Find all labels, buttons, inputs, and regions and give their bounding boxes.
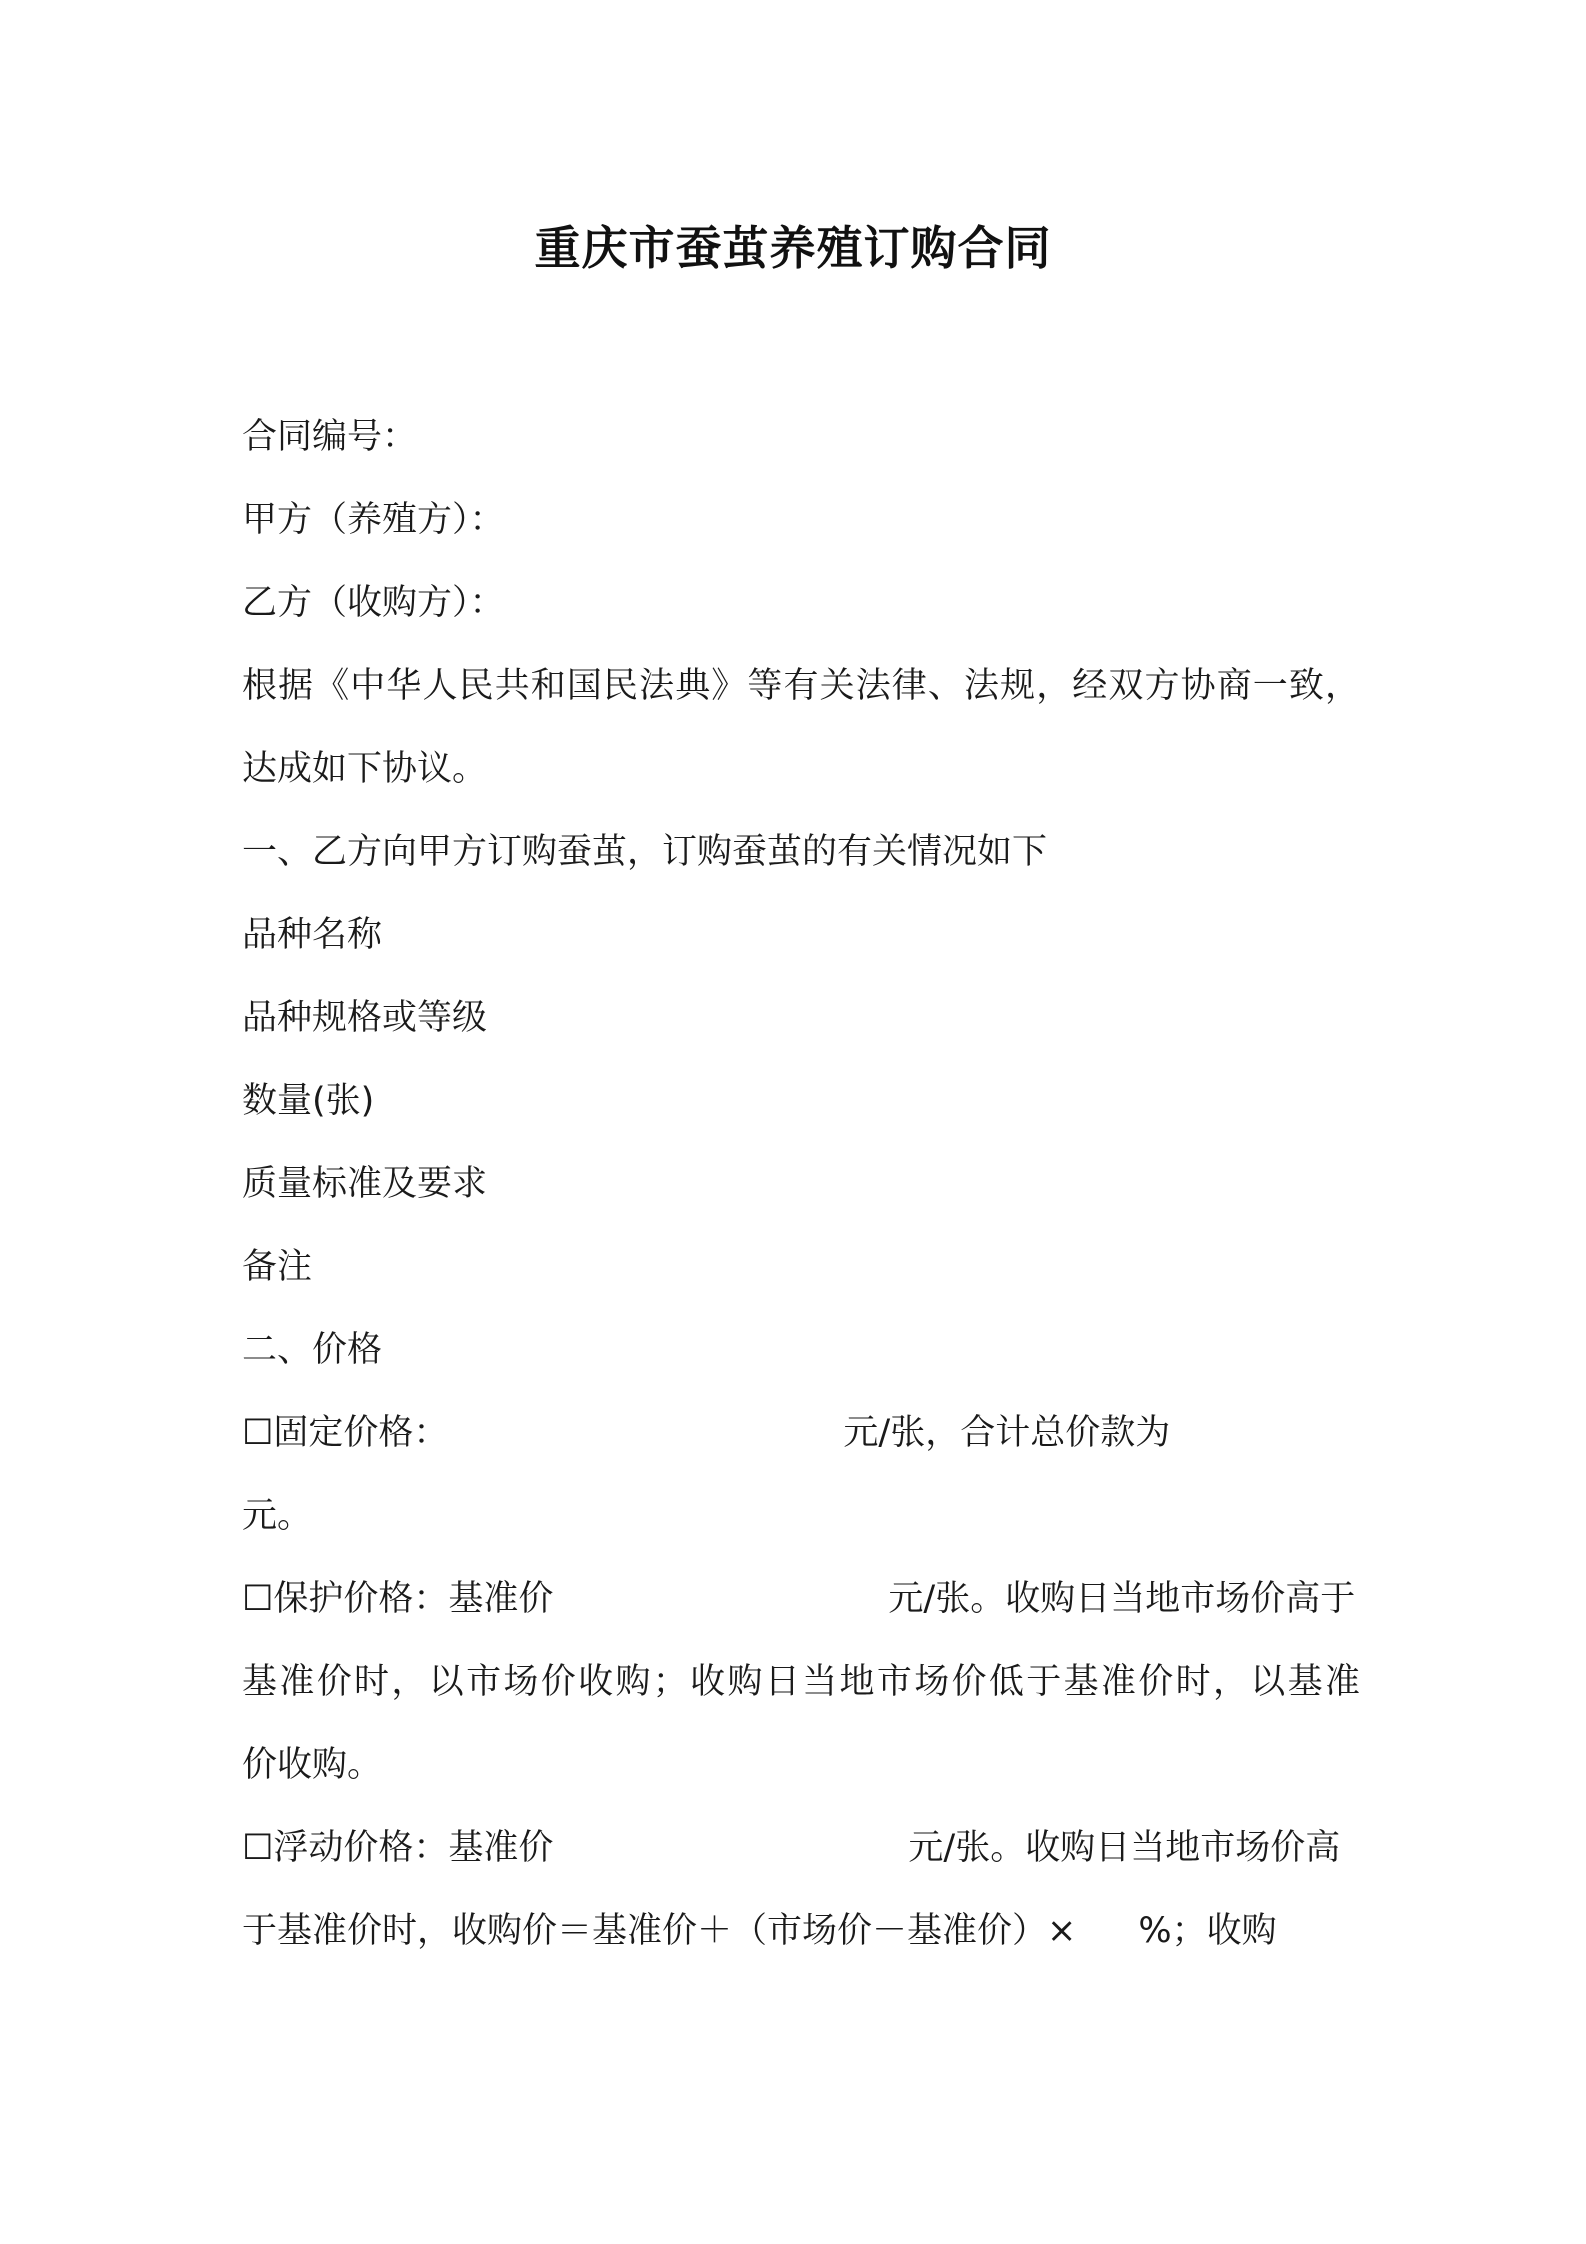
party-a-field: 甲方（养殖方）： [242, 500, 505, 540]
protected-price-label: 保护价格：基准价 [273, 1579, 554, 1619]
fixed-price-label: 固定价格： [273, 1413, 449, 1453]
floating-price-formula-end: %；收购 [1138, 1911, 1277, 1951]
fixed-price-end: 元。 [242, 1496, 313, 1536]
item-variety-spec: 品种规格或等级 [242, 998, 488, 1038]
floating-price-line-2 [242, 1909, 1277, 1953]
protected-price-line-3: 价收购。 [242, 1745, 383, 1785]
document-title: 重庆市蚕茧养殖订购合同 [534, 221, 1052, 275]
floating-price-checkbox[interactable]: ☐ [242, 1828, 274, 1868]
protected-price-line [242, 1577, 1355, 1621]
fixed-price-line [242, 1411, 1170, 1455]
intro-line-1: 根据《中华人民共和国民法典》等有关法律、法规，经双方协商一致， [242, 666, 1360, 706]
contract-number-field: 合同编号： [242, 417, 418, 457]
section-1-heading: 一、乙方向甲方订购蚕茧，订购蚕茧的有关情况如下 [242, 832, 1048, 872]
protected-price-line-2: 基准价时，以市场价收购；收购日当地市场价低于基准价时，以基准 [242, 1662, 1360, 1702]
item-variety-name: 品种名称 [242, 915, 383, 955]
floating-price-formula: 于基准价时，收购价＝基准价＋（市场价－基准价）× [242, 1911, 1077, 1951]
intro-line-2: 达成如下协议。 [242, 749, 488, 789]
item-remarks: 备注 [242, 1247, 313, 1287]
protected-price-tail: 元/张。收购日当地市场价高于 [888, 1579, 1356, 1619]
floating-price-tail: 元/张。收购日当地市场价高 [908, 1828, 1341, 1868]
section-2-heading: 二、价格 [242, 1330, 383, 1370]
fixed-price-unit-text: 元/张，合计总价款为 [843, 1413, 1171, 1453]
item-quality-standard: 质量标准及要求 [242, 1164, 488, 1204]
floating-price-line [242, 1826, 1340, 1870]
protected-price-checkbox[interactable]: ☐ [242, 1579, 274, 1619]
fixed-price-checkbox[interactable]: ☐ [242, 1413, 274, 1453]
floating-price-label: 浮动价格：基准价 [273, 1828, 554, 1868]
party-b-field: 乙方（收购方）： [242, 583, 505, 623]
item-quantity: 数量(张) [242, 1081, 375, 1121]
